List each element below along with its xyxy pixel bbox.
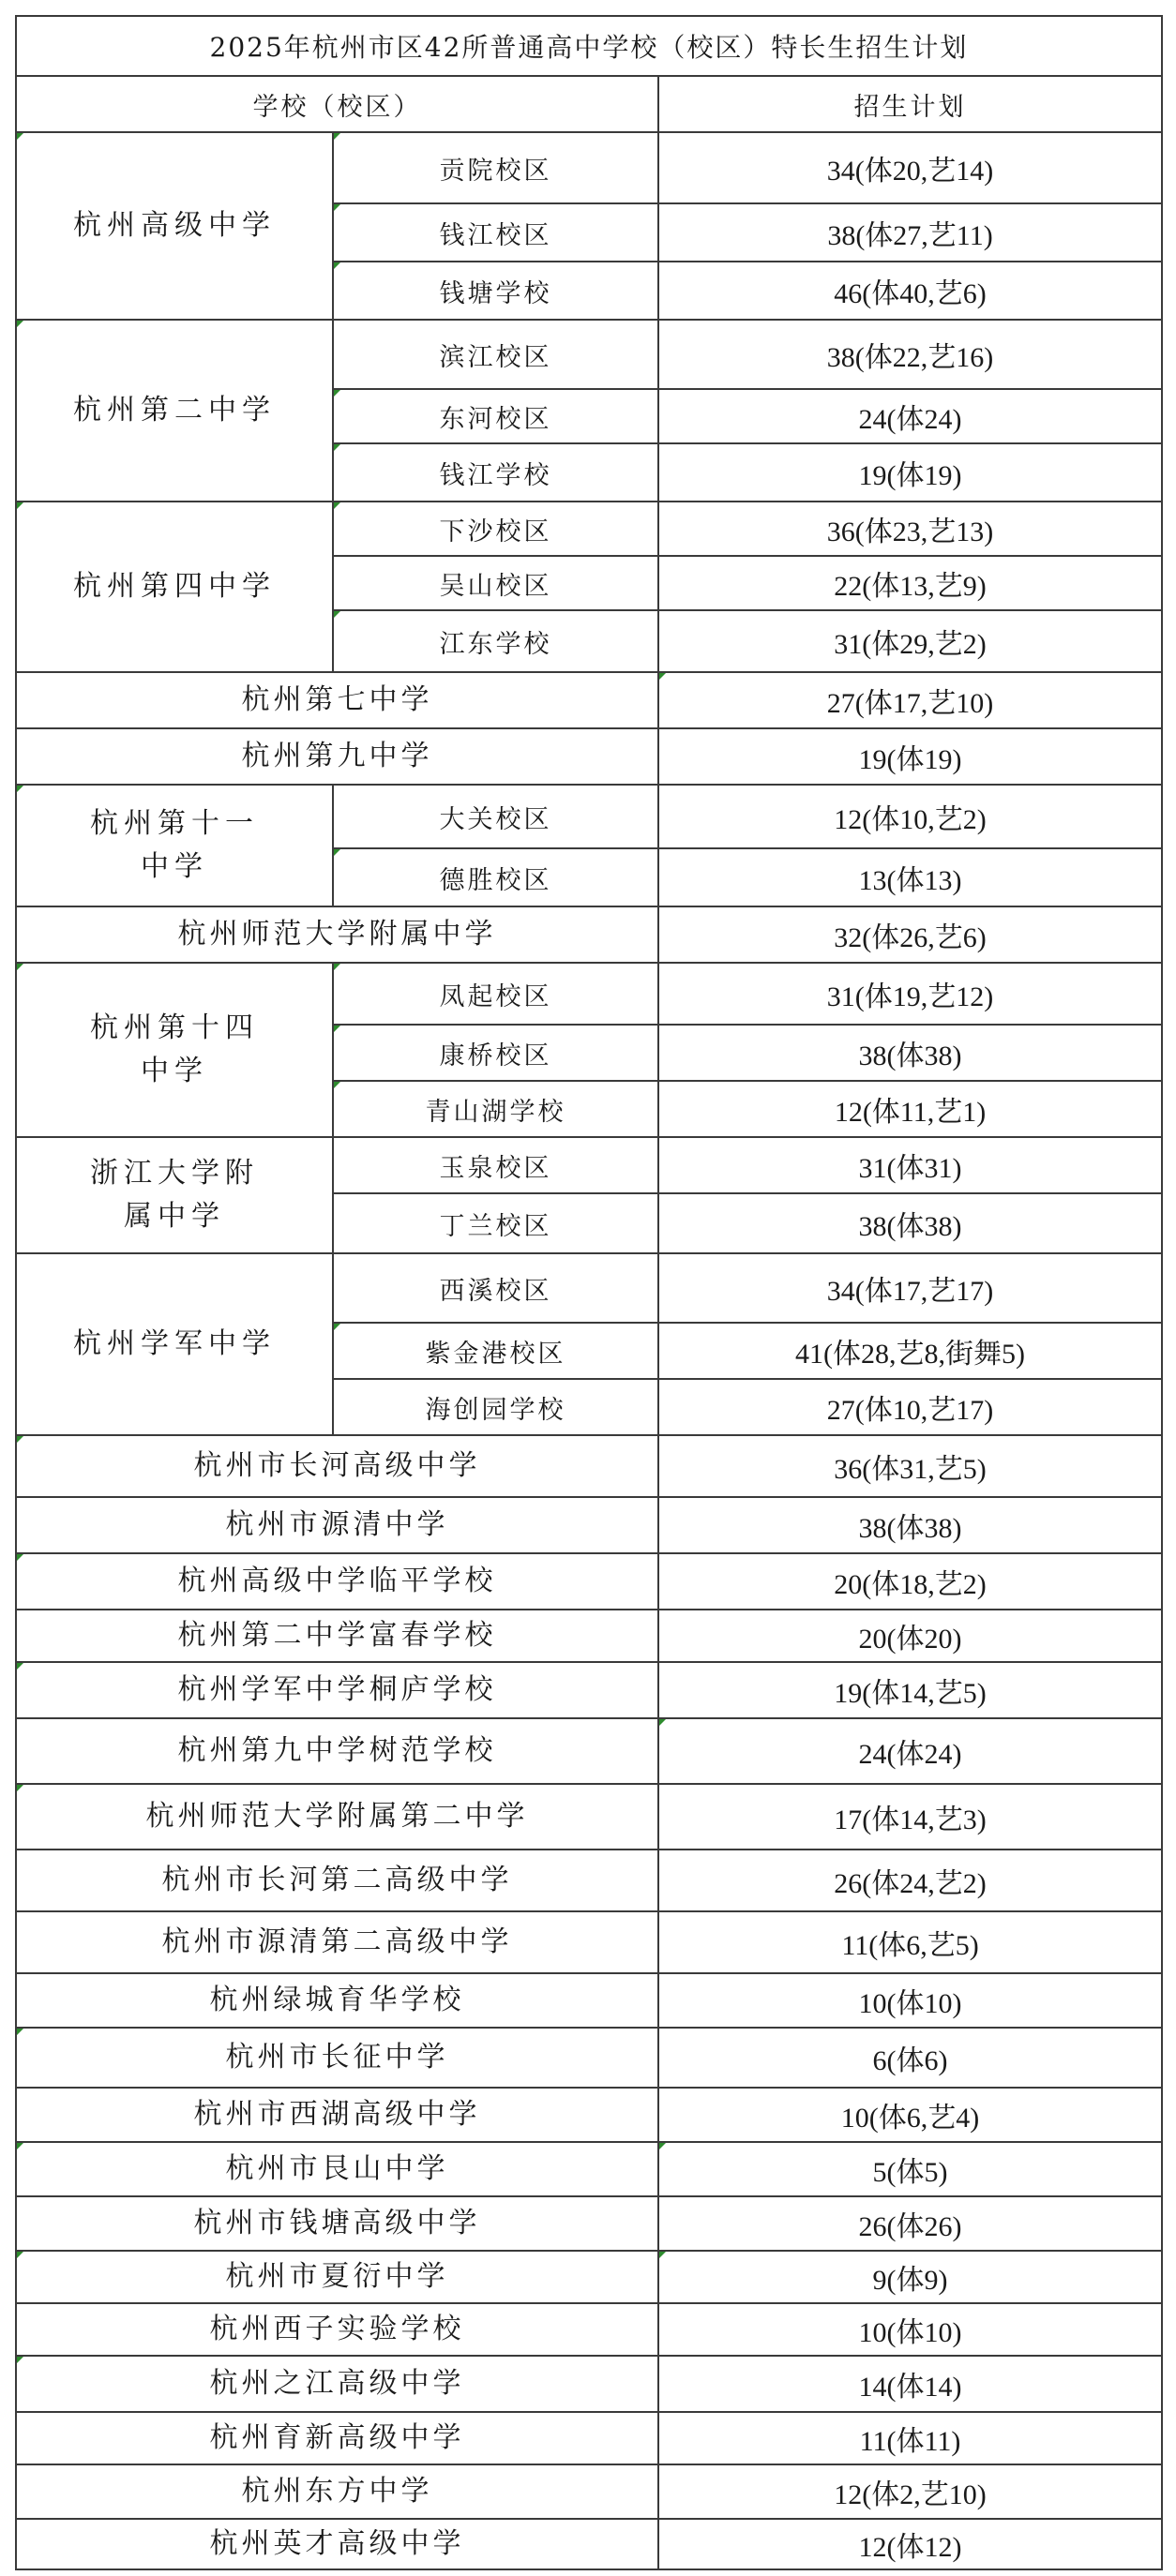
school-name: 杭州绿城育华学校 [16, 1973, 658, 2028]
school-plan: 10(体6,艺4) [658, 2088, 1162, 2142]
campus-name: 玉泉校区 [333, 1137, 658, 1193]
school-name-line1: 杭州第十一 [90, 807, 259, 840]
school-name: 杭州高级中学 [16, 132, 333, 320]
campus-plan: 24(体24) [658, 389, 1162, 443]
school-plan: 32(体26,艺6) [658, 906, 1162, 963]
school-plan: 38(体38) [658, 1497, 1162, 1553]
school-name: 杭州高级中学临平学校 [16, 1553, 658, 1610]
school-plan: 20(体20) [658, 1610, 1162, 1662]
campus-name: 紫金港校区 [333, 1323, 658, 1379]
campus-name: 贡院校区 [333, 132, 658, 203]
campus-plan: 19(体19) [658, 443, 1162, 502]
campus-name: 钱江校区 [333, 203, 658, 262]
school-name-line2: 属中学 [124, 1200, 225, 1233]
school-plan: 24(体24) [658, 1718, 1162, 1784]
school-name: 杭州西子实验学校 [16, 2303, 658, 2356]
school-plan: 27(体17,艺10) [658, 672, 1162, 728]
school-name: 杭州之江高级中学 [16, 2356, 658, 2412]
school-name: 杭州市长河第二高级中学 [16, 1850, 658, 1911]
school-name: 杭州第七中学 [16, 672, 658, 728]
school-name: 杭州东方中学 [16, 2464, 658, 2519]
school-name: 杭州学军中学 [16, 1253, 333, 1435]
header-school: 学校（校区） [16, 76, 658, 132]
school-plan: 12(体12) [658, 2519, 1162, 2569]
school-plan: 9(体9) [658, 2251, 1162, 2303]
school-plan: 6(体6) [658, 2028, 1162, 2088]
school-name: 杭州市源清中学 [16, 1497, 658, 1553]
school-plan: 11(体6,艺5) [658, 1911, 1162, 1973]
school-name [16, 785, 333, 906]
campus-name: 东河校区 [333, 389, 658, 443]
school-name: 杭州市西湖高级中学 [16, 2088, 658, 2142]
school-name-line1: 浙江大学附 [90, 1157, 259, 1190]
school-name: 杭州第四中学 [16, 502, 333, 672]
school-name: 杭州市夏衍中学 [16, 2251, 658, 2303]
school-name-line2: 中学 [141, 1055, 208, 1087]
school-name: 杭州市钱塘高级中学 [16, 2196, 658, 2251]
school-name [16, 963, 333, 1137]
enrollment-plan-table [15, 15, 1163, 2570]
campus-name: 青山湖学校 [333, 1081, 658, 1137]
school-name: 杭州育新高级中学 [16, 2412, 658, 2464]
campus-name: 钱江学校 [333, 443, 658, 502]
campus-plan: 12(体10,艺2) [658, 785, 1162, 848]
school-plan: 14(体14) [658, 2356, 1162, 2412]
school-plan: 26(体24,艺2) [658, 1850, 1162, 1911]
campus-name: 滨江校区 [333, 320, 658, 389]
school-name: 杭州市长征中学 [16, 2028, 658, 2088]
campus-plan: 38(体22,艺16) [658, 320, 1162, 389]
campus-name: 吴山校区 [333, 556, 658, 610]
campus-name: 凤起校区 [333, 963, 658, 1025]
school-name: 杭州英才高级中学 [16, 2519, 658, 2569]
campus-name: 海创园学校 [333, 1379, 658, 1435]
campus-name: 大关校区 [333, 785, 658, 848]
school-name: 杭州师范大学附属第二中学 [16, 1784, 658, 1850]
school-name-line2: 中学 [141, 850, 208, 883]
campus-plan: 22(体13,艺9) [658, 556, 1162, 610]
campus-plan: 36(体23,艺13) [658, 502, 1162, 556]
school-plan: 19(体14,艺5) [658, 1662, 1162, 1718]
campus-plan: 38(体38) [658, 1193, 1162, 1253]
campus-plan: 38(体38) [658, 1025, 1162, 1081]
school-name [16, 1137, 333, 1253]
school-plan: 10(体10) [658, 2303, 1162, 2356]
school-name: 杭州第九中学 [16, 728, 658, 785]
campus-plan: 34(体17,艺17) [658, 1253, 1162, 1323]
campus-plan: 31(体29,艺2) [658, 610, 1162, 672]
header-plan: 招生计划 [658, 76, 1162, 132]
school-name-line1: 杭州第十四 [90, 1011, 259, 1044]
campus-plan: 31(体31) [658, 1137, 1162, 1193]
school-name: 杭州市长河高级中学 [16, 1435, 658, 1497]
school-name: 杭州第二中学富春学校 [16, 1610, 658, 1662]
campus-plan: 46(体40,艺6) [658, 262, 1162, 320]
campus-plan: 38(体27,艺11) [658, 203, 1162, 262]
school-plan: 12(体2,艺10) [658, 2464, 1162, 2519]
school-name: 杭州师范大学附属中学 [16, 906, 658, 963]
campus-plan: 31(体19,艺12) [658, 963, 1162, 1025]
campus-plan: 41(体28,艺8,街舞5) [658, 1323, 1162, 1379]
school-plan: 36(体31,艺5) [658, 1435, 1162, 1497]
campus-name: 德胜校区 [333, 848, 658, 906]
school-plan: 26(体26) [658, 2196, 1162, 2251]
school-plan: 11(体11) [658, 2412, 1162, 2464]
campus-plan: 34(体20,艺14) [658, 132, 1162, 203]
school-plan: 19(体19) [658, 728, 1162, 785]
campus-name: 钱塘学校 [333, 262, 658, 320]
school-plan: 10(体10) [658, 1973, 1162, 2028]
campus-plan: 27(体10,艺17) [658, 1379, 1162, 1435]
school-name: 杭州市源清第二高级中学 [16, 1911, 658, 1973]
campus-name: 下沙校区 [333, 502, 658, 556]
school-name: 杭州市艮山中学 [16, 2142, 658, 2196]
campus-name: 江东学校 [333, 610, 658, 672]
school-plan: 5(体5) [658, 2142, 1162, 2196]
campus-name: 丁兰校区 [333, 1193, 658, 1253]
school-plan: 20(体18,艺2) [658, 1553, 1162, 1610]
campus-name: 西溪校区 [333, 1253, 658, 1323]
school-name: 杭州第二中学 [16, 320, 333, 502]
campus-plan: 12(体11,艺1) [658, 1081, 1162, 1137]
campus-plan: 13(体13) [658, 848, 1162, 906]
campus-name: 康桥校区 [333, 1025, 658, 1081]
table-title: 2025年杭州市区42所普通高中学校（校区）特长生招生计划 [16, 16, 1162, 76]
school-plan: 17(体14,艺3) [658, 1784, 1162, 1850]
school-name: 杭州第九中学树范学校 [16, 1718, 658, 1784]
school-name: 杭州学军中学桐庐学校 [16, 1662, 658, 1718]
